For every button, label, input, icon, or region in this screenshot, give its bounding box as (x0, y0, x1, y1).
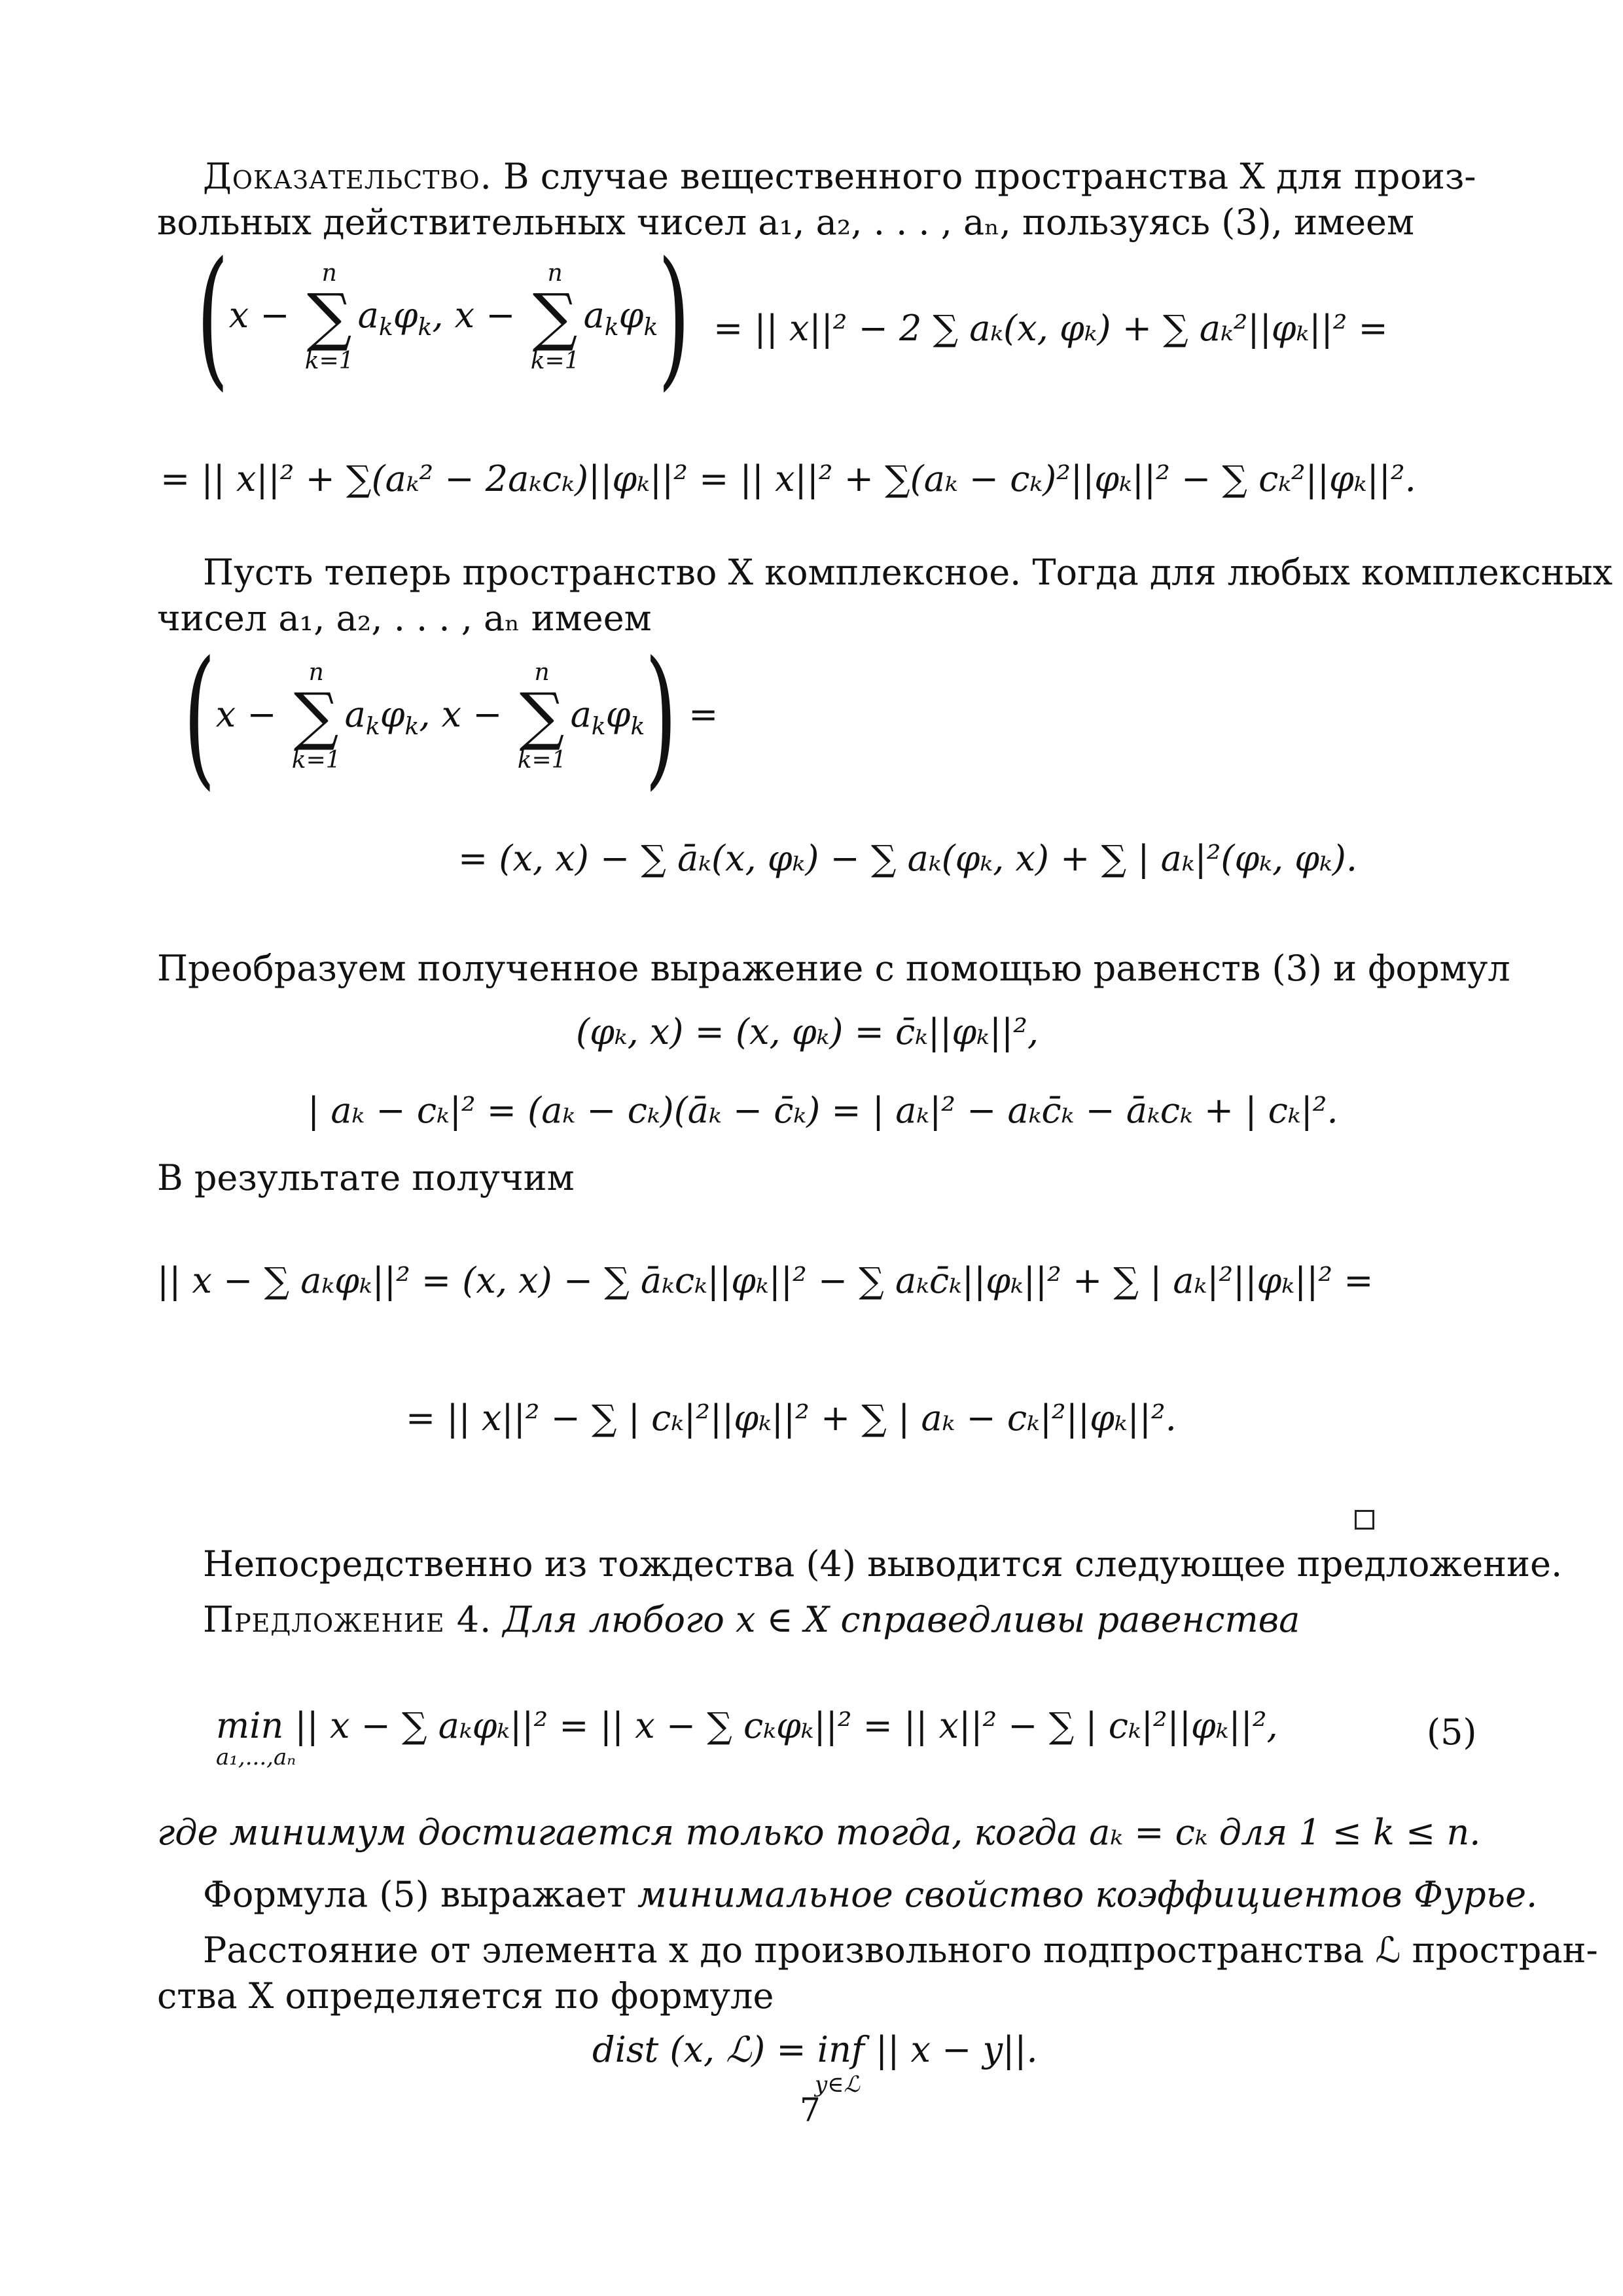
equation-6-subscript: y∈ℒ (815, 2072, 860, 2098)
proposition-heading: Предложение 4. (203, 1599, 492, 1640)
paragraph-2-line-2: чисел a₁, a₂, . . . , aₙ имеем (157, 598, 652, 639)
equation-1-line-1: = || x||² − 2 ∑ aₖ(x, φₖ) + ∑ aₖ²||φₖ||² = (713, 308, 1388, 349)
equation-5: min || x − ∑ aₖφₖ||² = || x − ∑ cₖφₖ||² = || x||² − ∑ | cₖ|²||φₖ||², (216, 1705, 1278, 1746)
paragraph-7-line-1: Расстояние от элемента x до произвольного подпространства ℒ простран- (203, 1929, 1598, 1971)
paragraph-5: Непосредственно из тождества (4) выводится следующее предложение. (203, 1543, 1563, 1585)
page-number: 7 (800, 2091, 821, 2129)
proposition-end: где минимум достигается только тогда, когда aₖ = cₖ для 1 ≤ k ≤ n. (157, 1812, 1481, 1853)
equation-1-line-2: = || x||² + ∑(aₖ² − 2aₖcₖ)||φₖ||² = || x||² + ∑(aₖ − cₖ)²||φₖ||² − ∑ cₖ²||φₖ||². (160, 458, 1416, 499)
paragraph-2-line-1: Пусть теперь пространство X комплексное. Тогда для любых комплексных (203, 552, 1613, 593)
paragraph-6-italic: минимальное свойство коэффициентов Фурье. (637, 1874, 1538, 1915)
equation-4-line-2: = || x||² − ∑ | cₖ|²||φₖ||² + ∑ | aₖ − cₖ|²||φₖ||². (406, 1397, 1177, 1439)
equation-3-line-1: (φₖ, x) = (x, φₖ) = c̄ₖ||φₖ||², (576, 1011, 1039, 1052)
qed-square-icon (1355, 1510, 1374, 1530)
equation-4-line-1: || x − ∑ aₖφₖ||² = (x, x) − ∑ āₖcₖ||φₖ||² − ∑ aₖc̄ₖ||φₖ||² + ∑ | aₖ|²||φₖ||² = (157, 1260, 1374, 1301)
equation-5-number: (5) (1427, 1712, 1477, 1753)
paragraph-1-line-1 (203, 154, 1476, 200)
equation-1-lhs: (x − n ∑ k=1 $a_k\varphi_k$, x − n ∑ k=1 $a_k\varphi_k$) (196, 230, 690, 405)
paragraph-6 (203, 1872, 1537, 1918)
equation-5-subscript: a₁,...,aₙ (216, 1744, 296, 1770)
paragraph-7-line-2: ства X определяется по формуле (157, 1975, 774, 2017)
proposition-line (203, 1597, 1300, 1643)
equation-3-line-2: | aₖ − cₖ|² = (aₖ − cₖ)(āₖ − c̄ₖ) = | aₖ|² − aₖc̄ₖ − āₖcₖ + | cₖ|². (308, 1090, 1338, 1131)
equation-6: dist (x, ℒ) = inf || x − y||. (592, 2029, 1038, 2070)
p1-text-1: В случае вещественного пространства X для произ- (491, 156, 1476, 197)
paragraph-3: Преобразуем полученное выражение с помощью равенств (3) и формул (157, 948, 1510, 989)
paragraph-6-text: Формула (5) выражает (203, 1874, 638, 1915)
proposition-text: Для любого x ∈ X справедливы равенства (491, 1599, 1300, 1640)
paragraph-4: В результате получим (157, 1157, 575, 1198)
equation-2-line-1: (x − n ∑ k=1 $a_k\varphi_k$, x − n ∑ k=1 $a_k\varphi_k$) = (183, 630, 719, 804)
proof-heading: Доказательство. (203, 156, 492, 197)
paragraph-1-line-2: вольных действительных чисел a₁, a₂, . . . , aₙ, пользуясь (3), имеем (157, 202, 1414, 243)
equation-2-line-2: = (x, x) − ∑ āₖ(x, φₖ) − ∑ aₖ(φₖ, x) + ∑ | aₖ|²(φₖ, φₖ). (458, 838, 1358, 879)
